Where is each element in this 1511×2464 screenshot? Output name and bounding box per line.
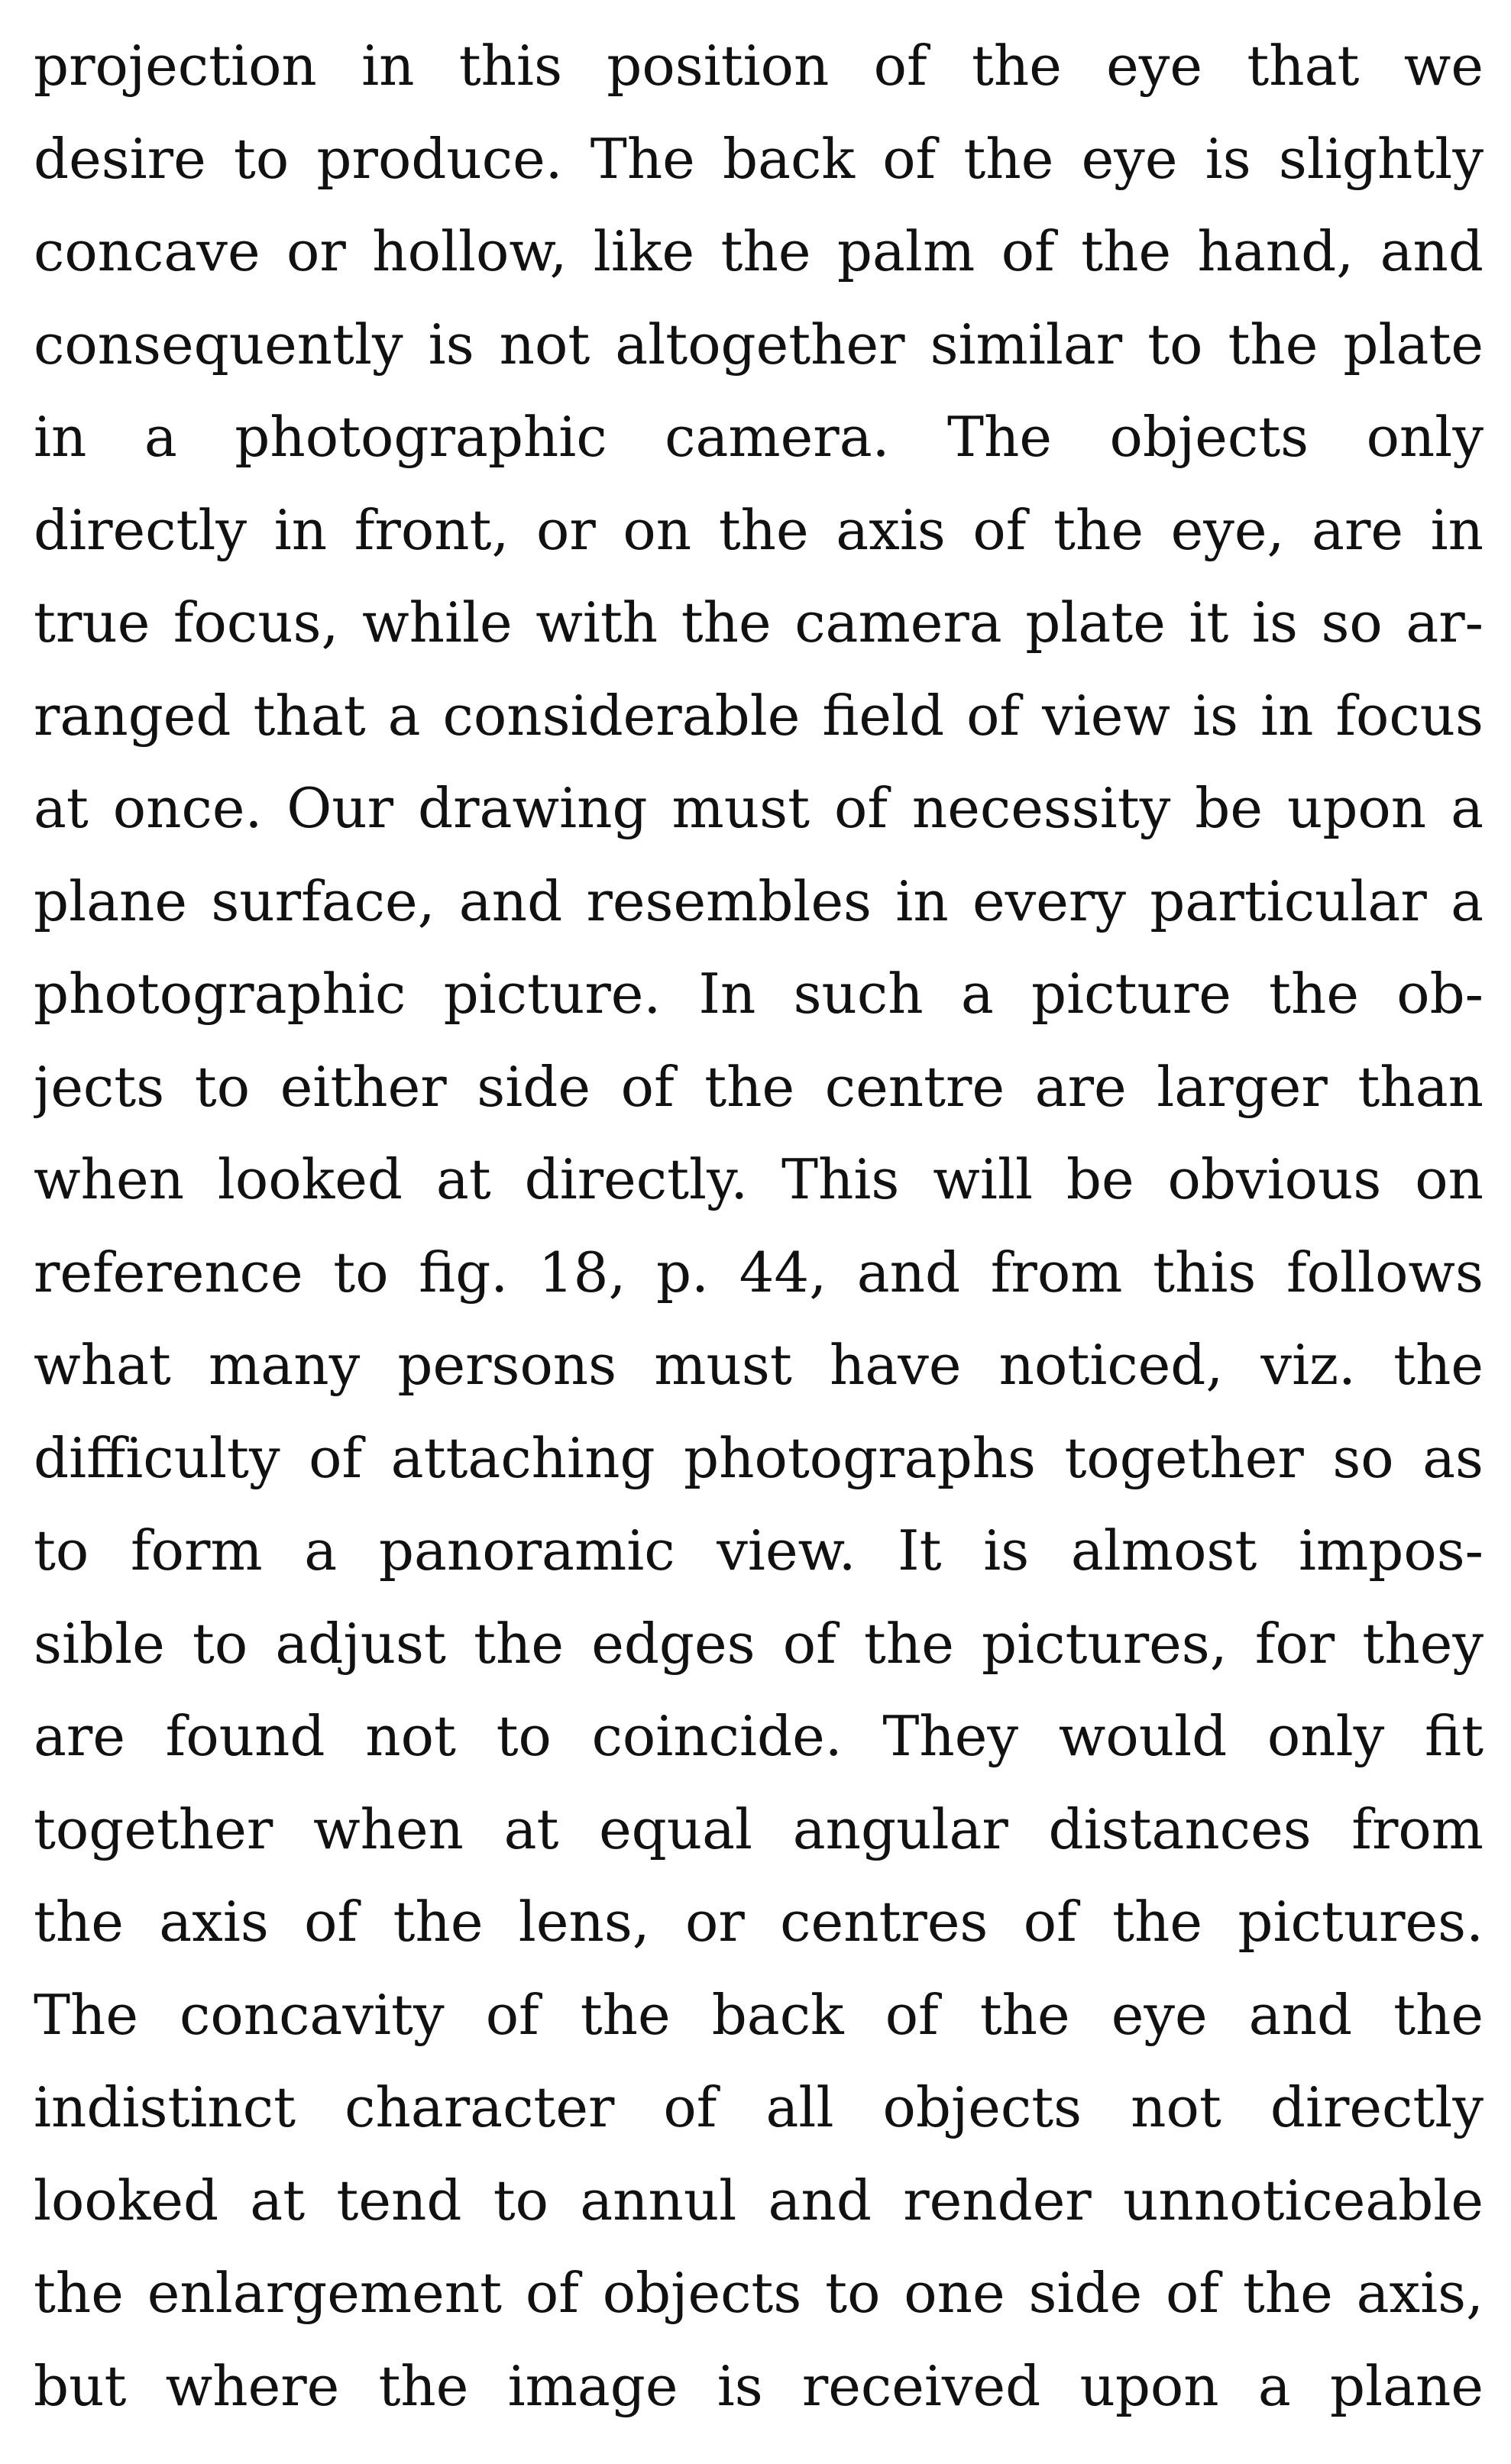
text-line: consequently is not altogether similar to the plate xyxy=(34,312,1483,377)
text-line: reference to fig. 18, p. 44, and from this follows xyxy=(34,1240,1483,1305)
text-line: at once. Our drawing must of necessity be upon a xyxy=(34,776,1483,840)
text-line: plane surface, and resembles in every particular a xyxy=(34,868,1483,933)
text-line: concave or hollow, like the palm of the hand, and xyxy=(34,219,1483,283)
text-line: The concavity of the back of the eye and the xyxy=(34,1982,1483,2047)
text-line: in a photographic camera. The objects only xyxy=(34,405,1483,469)
text-line: what many persons must have noticed, viz. the xyxy=(34,1333,1483,1397)
text-line: directly in front, or on the axis of the eye, are in xyxy=(34,497,1483,562)
text-line: jects to either side of the centre are larger than xyxy=(34,1054,1483,1119)
text-line: are found not to coincide. They would only fit xyxy=(34,1704,1483,1768)
text-line: desire to produce. The back of the eye is slightly xyxy=(34,126,1483,191)
text-line: the enlargement of objects to one side of the axis, xyxy=(34,2261,1483,2325)
text-line: indistinct character of all objects not directly xyxy=(34,2075,1483,2139)
text-line: photographic picture. In such a picture the ob- xyxy=(34,962,1483,1026)
text-line: true focus, while with the camera plate it is so ar- xyxy=(34,590,1483,655)
text-line: but where the image is received upon a plane xyxy=(34,2353,1483,2418)
text-line: looked at tend to annul and render unnoticeable xyxy=(34,2168,1483,2233)
text-line: projection in this position of the eye that we xyxy=(34,34,1483,98)
text-line: together when at equal angular distances from xyxy=(34,1796,1483,1861)
text-line: difficulty of attaching photographs together so as xyxy=(34,1425,1483,1490)
text-line: ranged that a considerable field of view is in focus xyxy=(34,683,1483,748)
text-line: sible to adjust the edges of the pictures, for they xyxy=(34,1611,1483,1676)
text-line: to form a panoramic view. It is almost impos- xyxy=(34,1518,1483,1583)
body-text xyxy=(34,20,1483,2433)
text-line: the axis of the lens, or centres of the pictures. xyxy=(34,1890,1483,1954)
text-line: when looked at directly. This will be obvious on xyxy=(34,1147,1483,1211)
